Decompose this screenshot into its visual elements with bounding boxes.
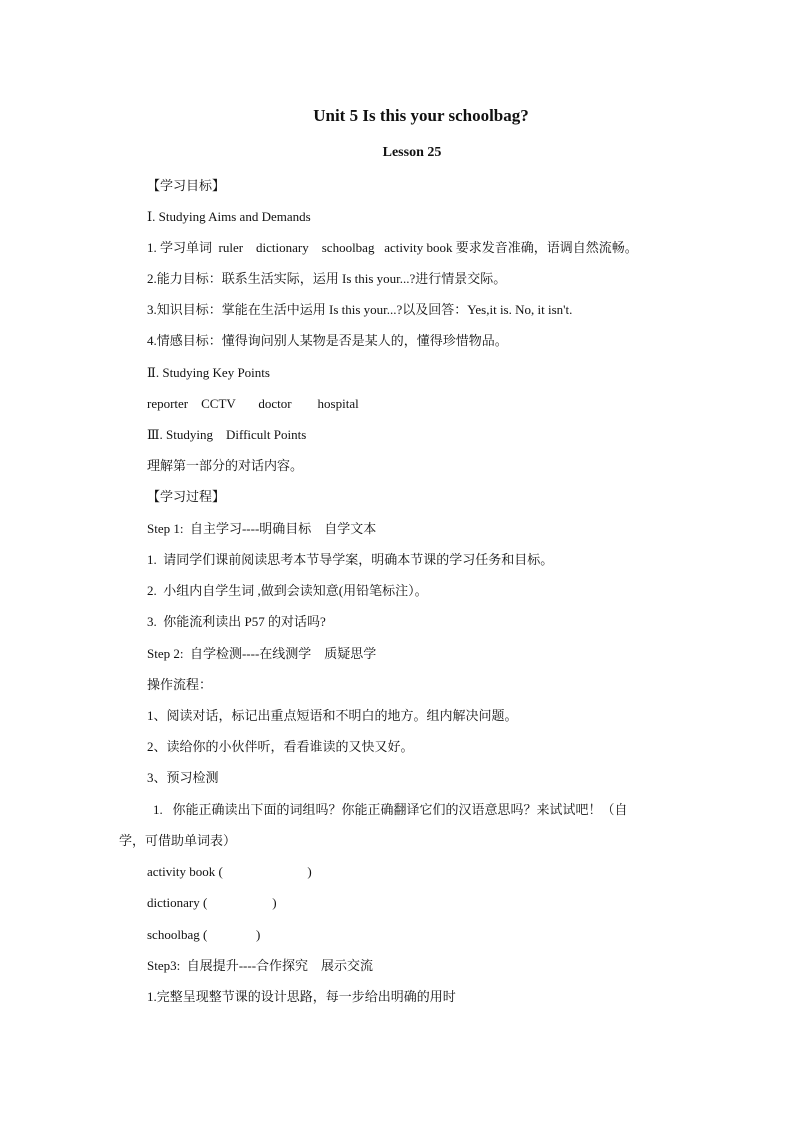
lesson-subtitle: Lesson 25 [382, 145, 442, 160]
goal-item-2: 2.能力目标：联系生活实际，运用 Is this your...?进行情景交际。 [147, 271, 507, 286]
difficult-points-heading: Ⅲ. Studying Difficult Points [147, 427, 307, 442]
document-title: Unit 5 Is this your schoolbag? [313, 106, 529, 125]
quiz-question-1: 1. 你能正确读出下面的词组吗？你能正确翻译它们的汉语意思吗？来试试吧！（自 [153, 802, 628, 817]
step-1-item-2: 2. 小组内自学生词 ,做到会读知意(用铅笔标注）。 [147, 583, 428, 598]
blank-schoolbag: schoolbag ( ) [147, 927, 261, 942]
difficult-points-desc: 理解第一部分的对话内容。 [147, 458, 304, 473]
aims-heading: Ⅰ. Studying Aims and Demands [147, 209, 311, 224]
step-1-item-1: 1. 请同学们课前阅读思考本节导学案，明确本节课的学习任务和目标。 [147, 552, 554, 567]
procedure-item-2: 2、读给你的小伙伴听，看看谁读的又快又好。 [147, 739, 414, 754]
key-points-heading: Ⅱ. Studying Key Points [147, 365, 270, 380]
goal-item-1: 1. 学习单词 ruler dictionary schoolbag activity book 要求发音准确，语调自然流畅。 [147, 240, 638, 255]
step-3-item-1: 1.完整呈现整节课的设计思路，每一步给出明确的用时 [147, 989, 456, 1004]
step-3-heading: Step3: 自展提升----合作探究 展示交流 [147, 958, 374, 973]
step-2-heading: Step 2: 自学检测----在线测学 质疑思学 [147, 646, 377, 661]
step-1-heading: Step 1: 自主学习----明确目标 自学文本 [147, 521, 377, 536]
section-heading-goals: 【学习目标】 [147, 178, 226, 193]
section-heading-process: 【学习过程】 [147, 489, 226, 504]
blank-dictionary: dictionary ( ) [147, 895, 277, 910]
goal-item-4: 4.情感目标：懂得询问别人某物是否是某人的，懂得珍惜物品。 [147, 333, 508, 348]
procedure-item-3: 3、预习检测 [147, 770, 219, 785]
blank-activity-book: activity book ( ) [147, 864, 312, 879]
procedure-item-1: 1、阅读对话，标记出重点短语和不明白的地方。组内解决问题。 [147, 708, 518, 723]
procedure-heading: 操作流程： [147, 677, 213, 692]
quiz-question-1-continued: 学，可借助单词表） [119, 833, 237, 848]
key-words: reporter CCTV doctor hospital [147, 396, 359, 411]
goal-item-3: 3.知识目标：掌能在生活中运用 Is this your...?以及回答：Yes,it is. No, it isn't. [147, 302, 573, 317]
step-1-item-3: 3. 你能流利读出 P57 的对话吗? [147, 614, 326, 629]
